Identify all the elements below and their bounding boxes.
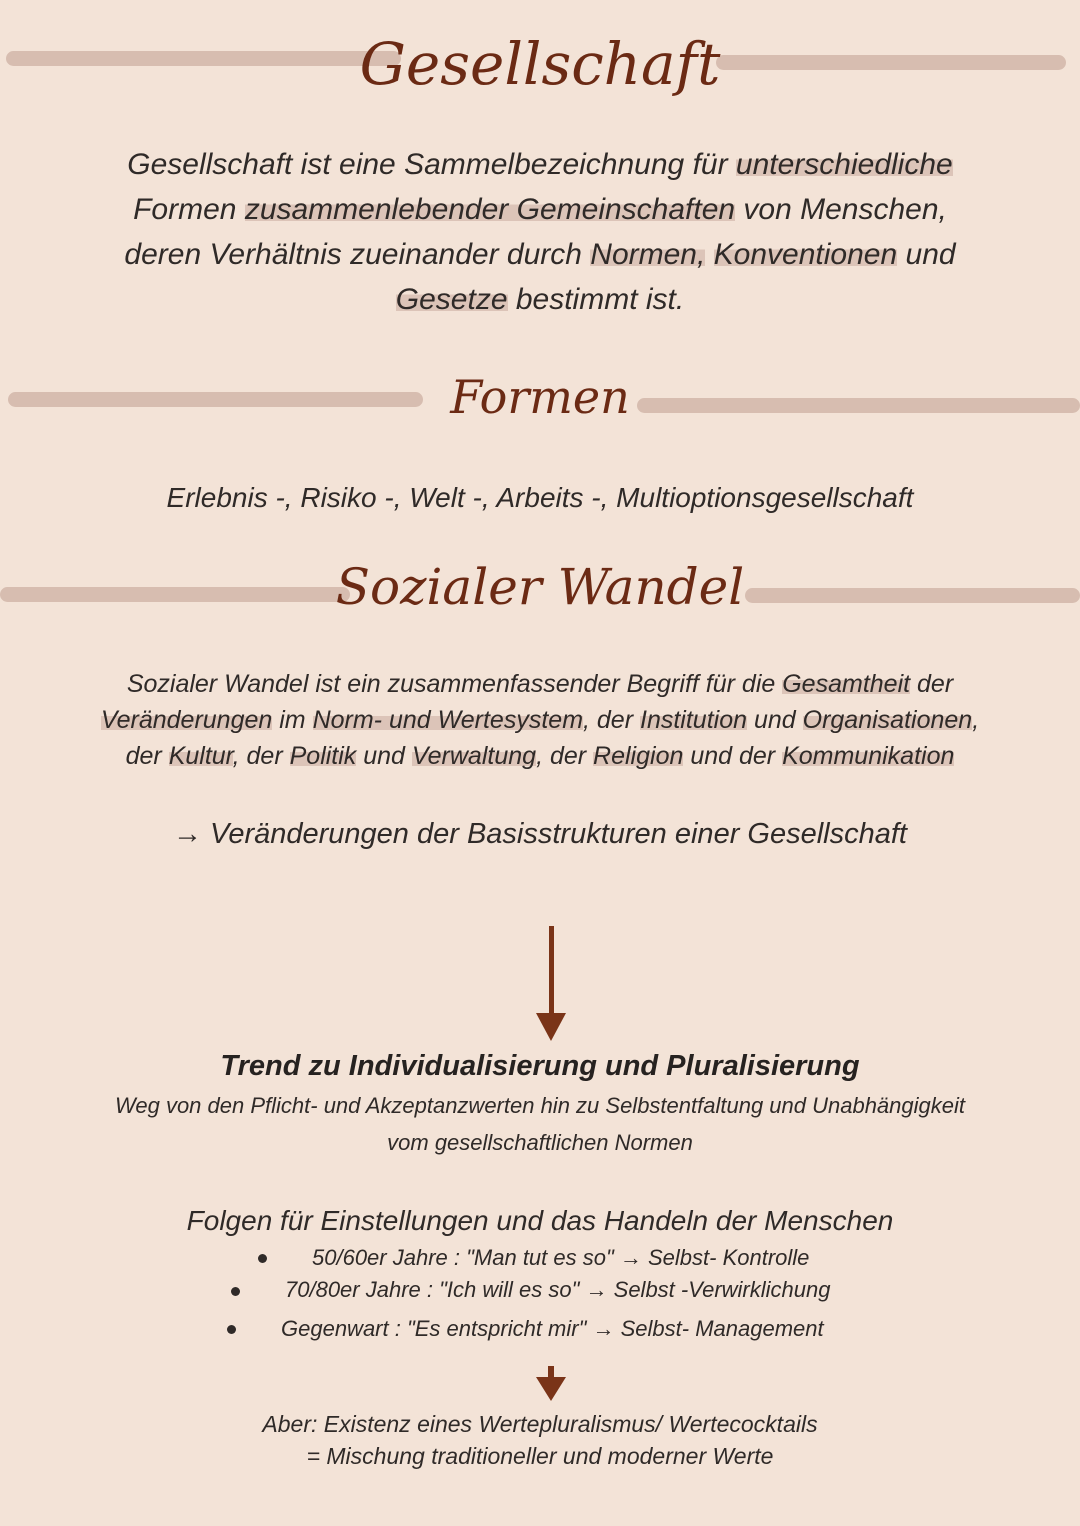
arrow-head-icon [536, 1377, 566, 1401]
trend-sub1: Weg von den Pflicht- und Akzeptanzwerten hin zu Selbstentfaltung und Unabhängigkeit [115, 1093, 965, 1118]
highlight: Kommunikation [782, 742, 955, 770]
text: , der [536, 742, 594, 770]
list-item: 50/60er Jahre : "Man tut es so" → Selbst- Kontrolle [312, 1245, 810, 1270]
list-item: 70/80er Jahre : "Ich will es so" → Selbst -Verwirklichung [285, 1277, 831, 1302]
text: Gesellschaft ist eine Sammelbezeichnung für [127, 148, 736, 181]
trend-title: Trend zu Individualisierung und Pluralisierung [220, 1050, 860, 1082]
arrow-down-icon [549, 926, 554, 1016]
highlight: unterschiedliche [735, 148, 953, 181]
highlight: Verwaltung [411, 742, 537, 770]
text: deren Verhältnis zueinander durch [124, 238, 591, 271]
highlight: zusammenlebender Gemeinschaften [244, 193, 736, 226]
highlight: Politik [289, 742, 357, 770]
text: der [125, 742, 169, 770]
list-item: Gegenwart : "Es entspricht mir" → Selbst- Management [281, 1316, 824, 1341]
text: und [356, 742, 412, 770]
folgen-title: Folgen für Einstellungen und das Handeln der Menschen [186, 1205, 894, 1236]
highlight: Kultur [168, 742, 233, 770]
formen-list: Erlebnis -, Risiko -, Welt -, Arbeits -, Multioptionsgesellschaft [166, 482, 914, 513]
title-gesellschaft: Gesellschaft [359, 30, 721, 98]
text: bestimmt ist. [507, 283, 685, 316]
title-sozialer-wandel: Sozialer Wandel [335, 558, 745, 616]
text: von Menschen, [735, 193, 947, 226]
trend-sub2: vom gesellschaftlichen Normen [387, 1130, 693, 1155]
wandel-consequence: → Veränderungen der Basisstrukturen einer Gesellschaft [173, 818, 907, 850]
arrow-head-icon [536, 1013, 566, 1041]
bullet-icon [258, 1254, 267, 1263]
text: Sozialer Wandel ist ein zusammenfassender Begriff für die [126, 670, 783, 698]
bullet-icon [231, 1287, 240, 1296]
gesellschaft-definition [0, 142, 1080, 322]
bullet-icon [227, 1325, 236, 1334]
text: , der [583, 706, 640, 734]
text: und [897, 238, 956, 271]
highlight: Religion [593, 742, 684, 770]
text: der [910, 670, 954, 698]
text: Formen [133, 193, 245, 226]
wandel-definition [0, 666, 1080, 774]
text: und [747, 706, 803, 734]
highlight: Gesetze [395, 283, 508, 316]
highlight: Norm- und Wertesystem [312, 706, 584, 734]
highlight: Organisationen [802, 706, 973, 734]
highlight: Normen, [590, 238, 706, 271]
aber-line2: = Mischung traditioneller und moderner Werte [306, 1443, 774, 1469]
text: , der [232, 742, 290, 770]
highlight: Institution [640, 706, 748, 734]
text: und der [683, 742, 783, 770]
title-formen: Formen [450, 370, 630, 424]
text: , [972, 706, 980, 734]
highlight: Veränderungen [100, 706, 273, 734]
aber-line1: Aber: Existenz eines Wertepluralismus/ Wertecocktails [262, 1411, 818, 1437]
text: im [272, 706, 313, 734]
highlight: Gesamtheit [782, 670, 911, 698]
highlight: Konventionen [713, 238, 898, 271]
text [705, 238, 713, 271]
